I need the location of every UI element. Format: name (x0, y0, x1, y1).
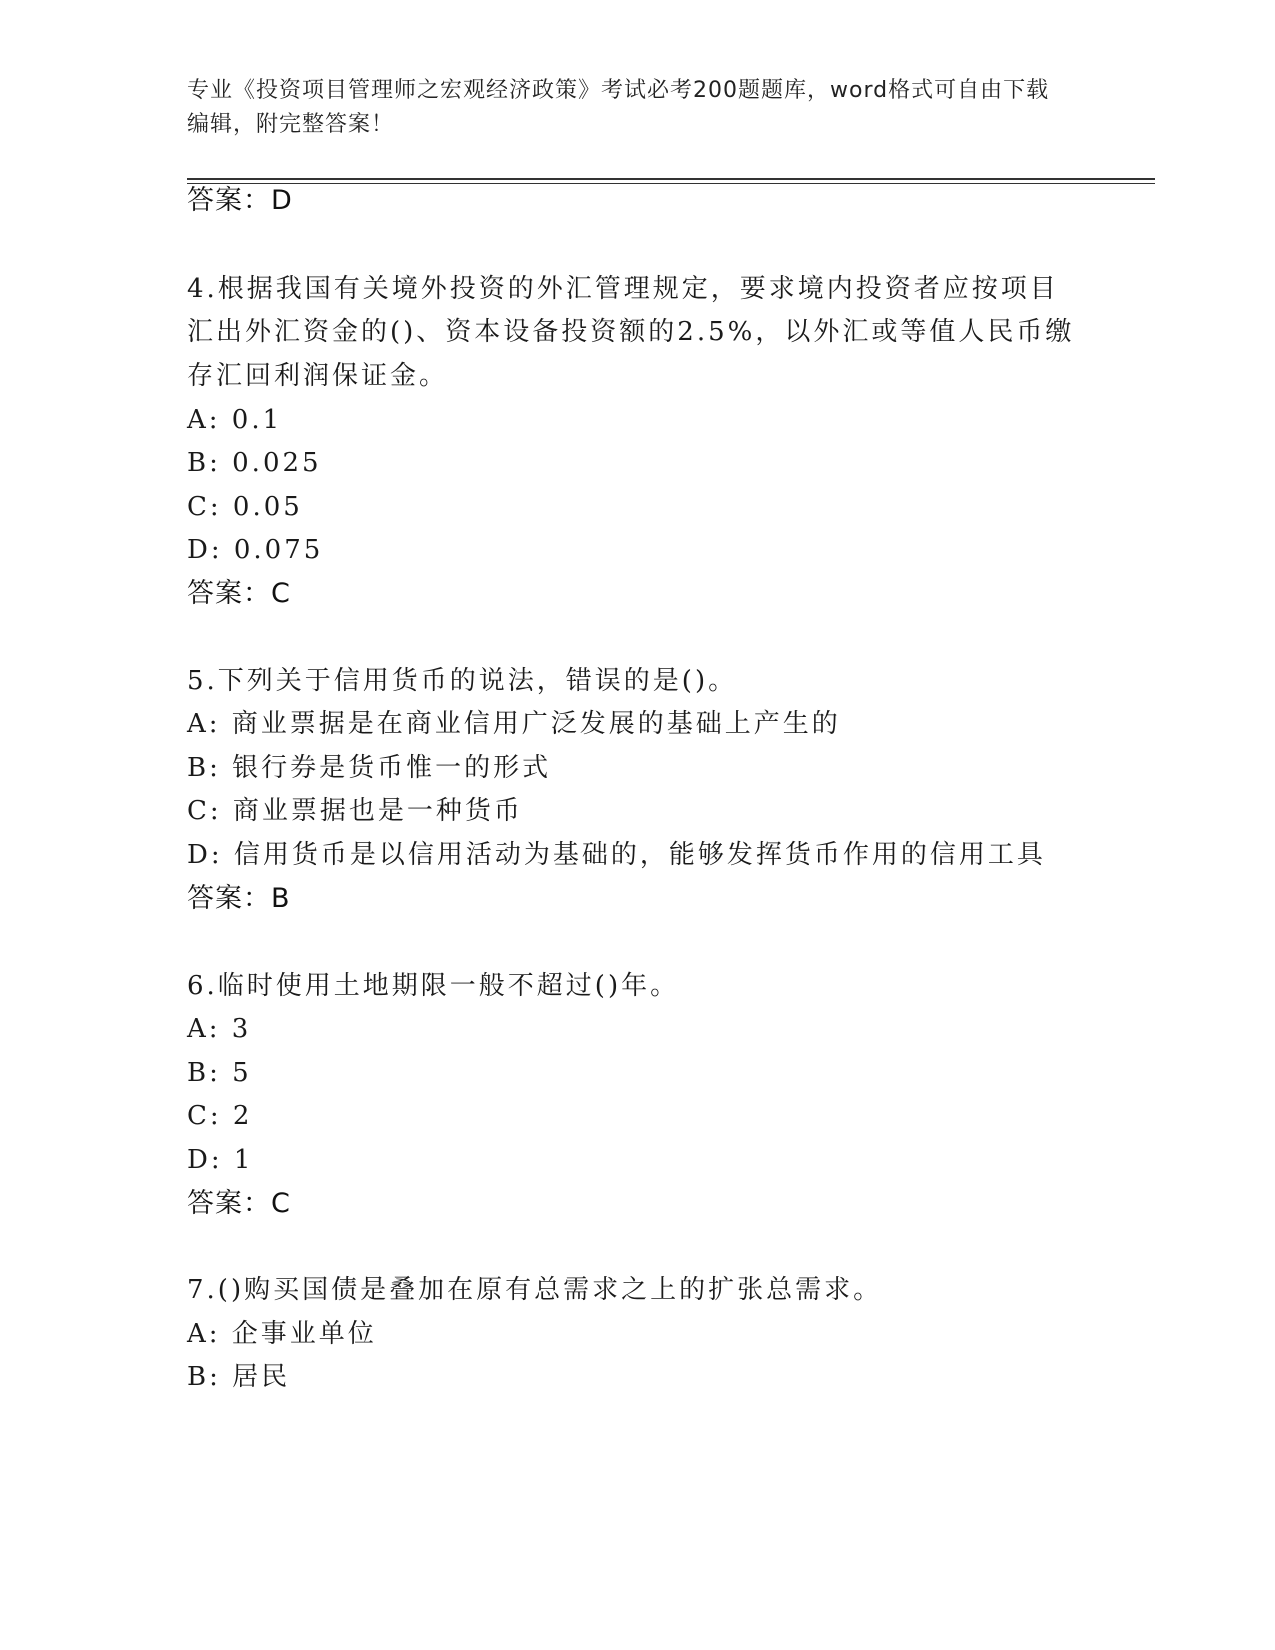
question-5-option-b: B: 银行券是货币惟一的形式 (187, 753, 552, 783)
question-4-answer: 答案：C (187, 578, 291, 609)
question-6-option-b: B: 5 (187, 1058, 252, 1088)
question-4-option-c: C: 0.05 (187, 492, 303, 522)
question-5-option-c: C: 商业票据也是一种货币 (187, 796, 523, 826)
question-5-option-a: A: 商业票据是在商业信用广泛发展的基础上产生的 (187, 709, 841, 739)
previous-answer: 答案：D (187, 185, 293, 216)
header-divider-thin (187, 183, 1155, 184)
question-5-stem: 5.下列关于信用货币的说法，错误的是()。 (187, 666, 738, 696)
question-4-stem-line-1: 4.根据我国有关境外投资的外汇管理规定，要求境内投资者应按项目 (187, 274, 1059, 304)
question-6-stem: 6.临时使用土地期限一般不超过()年。 (187, 971, 680, 1001)
question-6-option-c: C: 2 (187, 1101, 253, 1131)
question-7-option-b: B: 居民 (187, 1362, 291, 1392)
question-4-stem-line-2: 汇出外汇资金的()、资本设备投资额的2.5%，以外汇或等值人民币缴 (187, 317, 1075, 347)
question-6-option-a: A: 3 (187, 1014, 252, 1044)
document-header: 专业《投资项目管理师之宏观经济政策》考试必考200题题库，word格式可自由下载编辑，附完整答案！ (187, 78, 1050, 137)
question-4-option-a: A: 0.1 (187, 405, 283, 435)
question-7-option-a: A: 企事业单位 (187, 1319, 377, 1349)
question-5-option-d: D: 信用货币是以信用活动为基础的，能够发挥货币作用的信用工具 (187, 840, 1046, 870)
question-4-option-d: D: 0.075 (187, 535, 324, 565)
question-6-option-d: D: 1 (187, 1145, 254, 1175)
question-6-answer: 答案：C (187, 1188, 291, 1219)
question-4-stem-line-3: 存汇回利润保证金。 (187, 361, 449, 391)
header-divider-thick (187, 178, 1155, 180)
question-7-stem: 7.()购买国债是叠加在原有总需求之上的扩张总需求。 (187, 1275, 883, 1305)
question-5-answer: 答案：B (187, 883, 291, 914)
question-4-option-b: B: 0.025 (187, 448, 322, 478)
